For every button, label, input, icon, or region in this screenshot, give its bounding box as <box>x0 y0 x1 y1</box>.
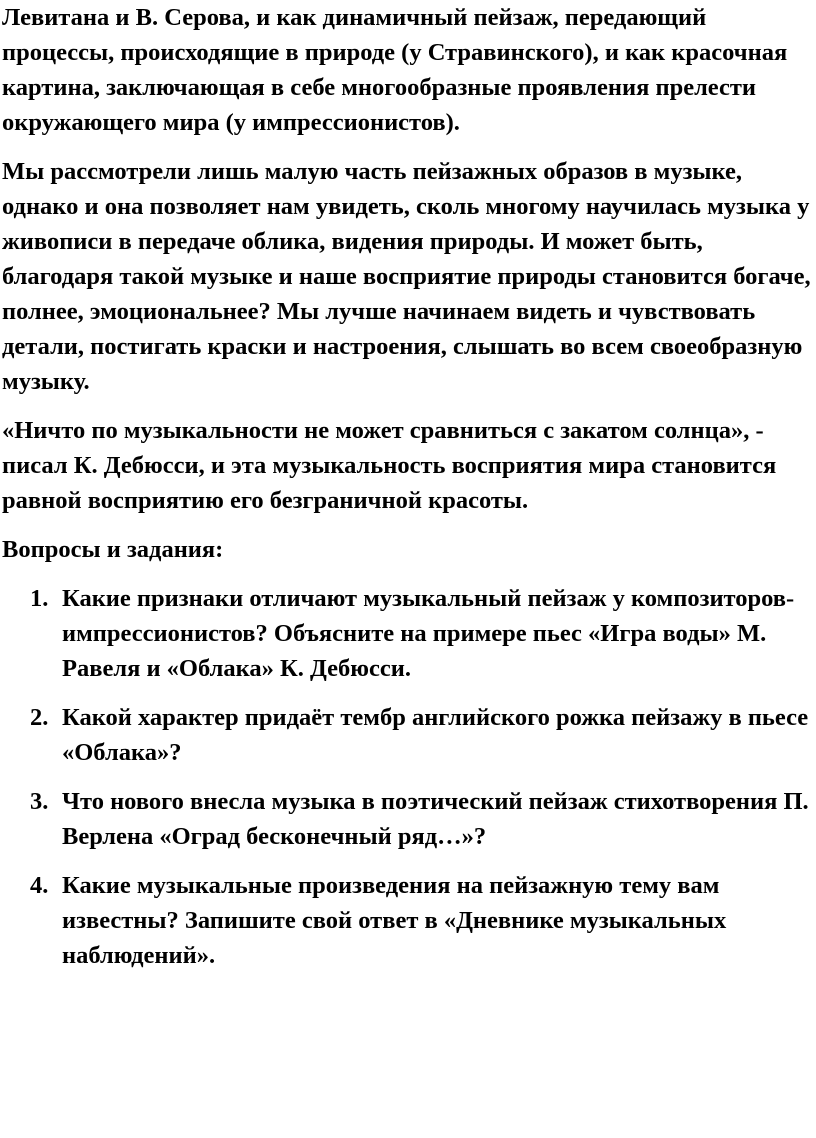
question-item <box>2 700 812 770</box>
question-item <box>2 868 812 973</box>
paragraph-2: Мы рассмотрели лишь малую часть пейзажных образов в музыке, однако и она позволяет нам увидеть, сколь многому научилась музыка у живописи в передаче облика, видения природы. И может быть, благодаря такой музыке и наше восприятие природы становится богаче, полнее, эмоциональнее? Мы лучше начинаем видеть и чувствовать детали, постигать краски и настроения, слышать во всем своеобразную музыку. <box>2 158 811 395</box>
question-number: 4. <box>30 872 49 899</box>
question-number: 2. <box>30 704 49 731</box>
question-number: 3. <box>30 788 49 815</box>
question-text: Что нового внесла музыка в поэтический пейзаж стихотворения П. Верлена «Оград бесконечный ряд…»? <box>62 788 809 850</box>
questions-list <box>2 581 812 973</box>
paragraph-3: «Ничто по музыкальности не может сравниться с закатом солнца», - писал К. Дебюсси, и эта музыкальность восприятия мира становится равной восприятию его безграничной красоты. <box>2 417 777 514</box>
paragraph-1: Левитана и В. Серова, и как динамичный пейзаж, передающий процессы, происходящие в природе (у Стравинского), и как красочная картина, заключающая в себе многообразные проявления прелести окружающего мира (у импрессионистов). <box>2 4 788 136</box>
question-text: Какие признаки отличают музыкальный пейзаж у композиторов-импрессионистов? Объясните на примере пьес «Игра воды» М. Равеля и «Облака» К. Дебюсси. <box>62 585 795 682</box>
question-text: Какие музыкальные произведения на пейзажную тему вам известны? Запишите свой ответ в «Дневнике музыкальных наблюдений». <box>62 872 727 969</box>
question-number: 1. <box>30 585 49 612</box>
question-text: Какой характер придаёт тембр английского рожка пейзажу в пьесе «Облака»? <box>62 704 809 766</box>
question-item <box>2 581 812 686</box>
questions-heading: Вопросы и задания: <box>2 536 224 563</box>
question-item <box>2 784 812 854</box>
